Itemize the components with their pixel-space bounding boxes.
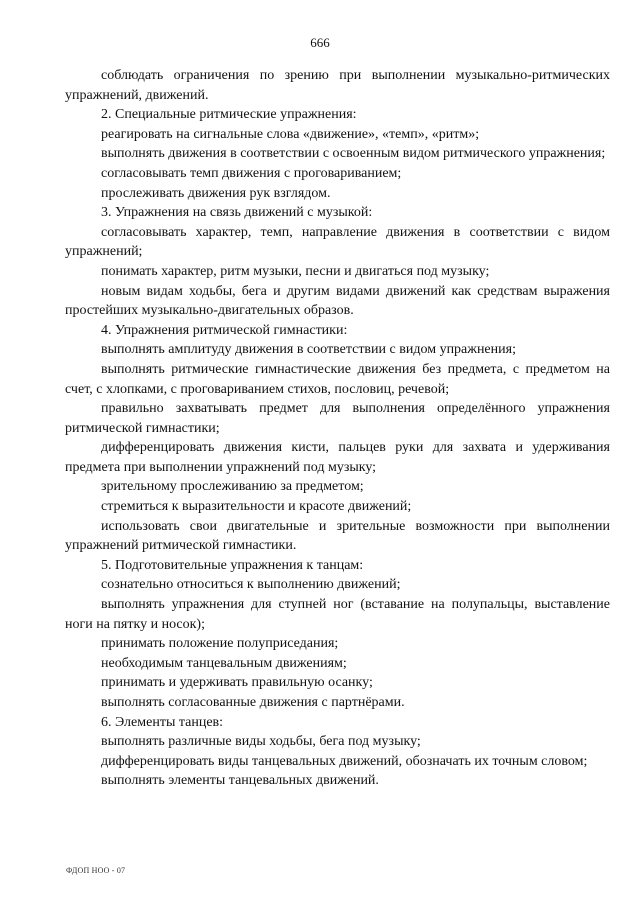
paragraph: согласовывать характер, темп, направление движения в соответствии с видом упражнений; bbox=[65, 224, 610, 260]
paragraph: выполнять упражнения для ступней ног (вставание на полупальцы, выставление ноги на пятку и носок); bbox=[65, 597, 610, 632]
paragraph: соблюдать ограничения по зрению при выполнении музыкально-ритмических упражнений, движений. bbox=[65, 68, 610, 103]
paragraph: понимать характер, ритм музыки, песни и двигаться под музыку; bbox=[101, 263, 490, 279]
section-heading: 5. Подготовительные упражнения к танцам: bbox=[101, 557, 364, 573]
paragraph: согласовывать темп движения с проговариванием; bbox=[101, 165, 402, 181]
paragraph: новым видам ходьбы, бега и другим видами движений как средствам выражения простейших музыкально-двигательных образов. bbox=[65, 283, 610, 319]
paragraph: дифференцировать движения кисти, пальцев руки для захвата и удерживания предмета при выполнении упражнений под музыку; bbox=[65, 440, 610, 475]
paragraph: выполнять согласованные движения с партнёрами. bbox=[101, 695, 405, 710]
page-number: 666 bbox=[310, 35, 330, 50]
paragraph: выполнять амплитуду движения в соответствии с видом упражнения; bbox=[101, 342, 516, 358]
paragraph: выполнять различные виды ходьбы, бега под музыку; bbox=[101, 734, 421, 750]
paragraph: реагировать на сигнальные слова «движение», «темп», «ритм»; bbox=[101, 126, 480, 142]
paragraph: выполнять элементы танцевальных движений. bbox=[101, 773, 379, 789]
paragraph: использовать свои двигательные и зрительные возможности при выполнении упражнений ритмической гимнастики. bbox=[65, 518, 610, 554]
section-heading: 2. Специальные ритмические упражнения: bbox=[101, 107, 357, 123]
paragraph: зрительному прослеживанию за предметом; bbox=[101, 479, 364, 495]
section-heading: 3. Упражнения на связь движений с музыкой: bbox=[101, 205, 373, 221]
paragraph: выполнять движения в соответствии с освоенным видом ритмического упражнения; bbox=[101, 146, 606, 162]
paragraph: стремиться к выразительности и красоте движений; bbox=[101, 499, 412, 515]
paragraph: выполнять ритмические гимнастические движения без предмета, с предметом на счет, с хлопками, с проговариванием стихов, пословиц, речевой; bbox=[65, 361, 610, 397]
paragraph: сознательно относиться к выполнению движений; bbox=[101, 577, 401, 593]
paragraph: дифференцировать виды танцевальных движений, обозначать их точным словом; bbox=[101, 753, 588, 769]
paragraph: прослеживать движения рук взглядом. bbox=[101, 185, 331, 201]
section-heading: 6. Элементы танцев: bbox=[101, 714, 224, 730]
paragraph: принимать и удерживать правильную осанку; bbox=[101, 675, 373, 691]
paragraph: необходимым танцевальным движениям; bbox=[101, 655, 347, 671]
document-body bbox=[65, 66, 610, 791]
document-footer-code: ФДОП НОО - 07 bbox=[66, 866, 126, 875]
section-heading: 4. Упражнения ритмической гимнастики: bbox=[101, 322, 348, 338]
paragraph: принимать положение полуприседания; bbox=[101, 636, 339, 652]
paragraph: правильно захватывать предмет для выполнения определённого упражнения ритмической гимнастики; bbox=[65, 401, 610, 436]
